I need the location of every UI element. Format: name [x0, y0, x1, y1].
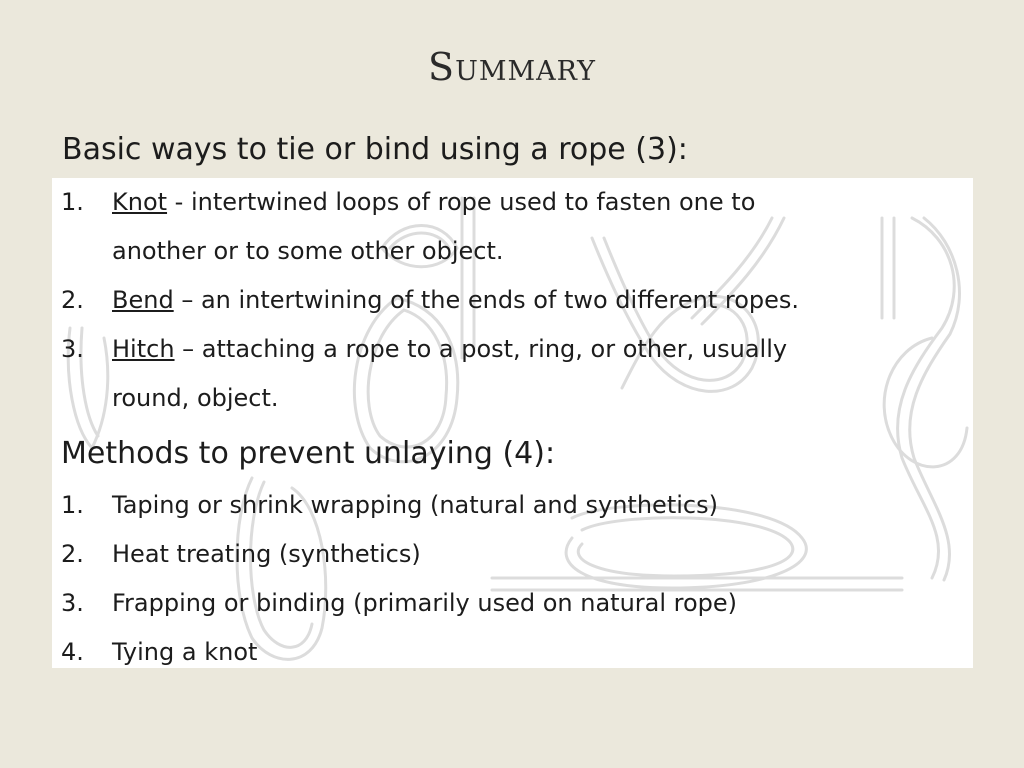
list-text: Tying a knot — [112, 638, 258, 666]
content-panel — [52, 178, 973, 668]
list-text: Taping or shrink wrapping (natural and synthetics) — [112, 491, 718, 519]
list-number: 1. — [61, 491, 84, 519]
list-number: 3. — [61, 335, 84, 363]
term-knot: Knot — [112, 188, 168, 216]
slide-title: Summary — [428, 45, 596, 89]
definition-knot-continued: another or to some other object. — [112, 237, 504, 265]
section-heading-tie: Basic ways to tie or bind using a rope (3): — [62, 132, 688, 167]
list-number: 2. — [61, 540, 84, 568]
list-text — [112, 325, 952, 374]
section-heading-unlay: Methods to prevent unlaying (4): — [61, 436, 556, 471]
list-text: Frapping or binding (primarily used on natural rope) — [112, 589, 738, 617]
list-number: 1. — [61, 188, 84, 216]
definition-knot: - intertwined loops of rope used to fasten one to — [167, 188, 756, 216]
list-text: Heat treating (synthetics) — [112, 540, 421, 568]
definition-hitch: – attaching a rope to a post, ring, or other, usually — [174, 335, 788, 363]
list-number: 2. — [61, 286, 84, 314]
definition-bend: – an intertwining of the ends of two different ropes. — [173, 286, 800, 314]
term-hitch: Hitch — [112, 335, 175, 363]
definition-hitch-continued: round, object. — [112, 384, 279, 412]
term-bend: Bend — [112, 286, 174, 314]
list-number: 4. — [61, 638, 84, 666]
list-text — [112, 276, 952, 325]
list-text — [112, 178, 952, 227]
list-number: 3. — [61, 589, 84, 617]
